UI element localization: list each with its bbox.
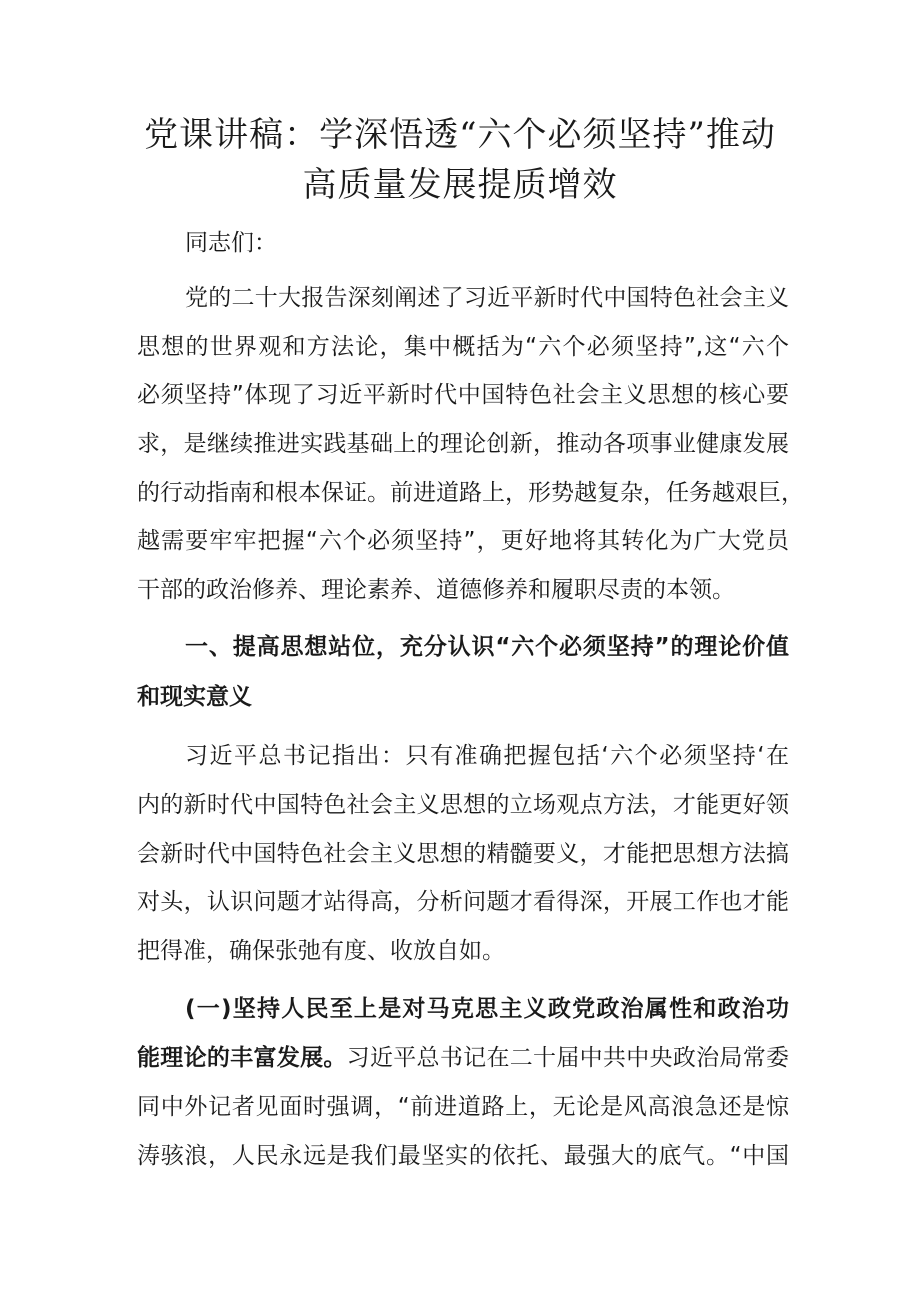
paragraph-2-line: 内的新时代中国特色社会主义思想的立场观点方法，才能更好领: [137, 792, 789, 818]
paragraph-1-line: 求，是继续推进实践基础上的理论创新，推动各项事业健康发展: [137, 431, 789, 457]
paragraph-3-text: 习近平总书记在二十届中共中央政治局常委: [346, 1045, 790, 1071]
greeting: 同志们：: [185, 230, 277, 256]
paragraph-3-line: 涛骇浪，人民永远是我们最坚实的依托、最强大的底气。“中国: [137, 1143, 789, 1169]
document-title-line-1: 党课讲稿：学深悟透“六个必须坚持”推动: [144, 115, 776, 155]
paragraph-3-line: 同中外记者见面时强调，“前进道路上，无论是风高浪急还是惊: [137, 1094, 789, 1120]
paragraph-2-line: 习近平总书记指出：只有准确把握包括‘六个必须坚持‘在: [185, 743, 789, 769]
paragraph-2-line: 对头，认识问题才站得高，分析问题才看得深，开展工作也才能: [137, 889, 789, 915]
subsection-heading-line: (一)坚持人民至上是对马克思主义政党政治属性和政治功: [185, 996, 789, 1022]
section-heading-line: 和现实意义: [137, 684, 252, 710]
paragraph-1-line: 思想的世界观和方法论，集中概括为“六个必须坚持”,这“六个: [137, 334, 789, 360]
paragraph-1-line: 干部的政治修养、理论素养、道德修养和履职尽责的本领。: [137, 577, 735, 603]
paragraph-1-line: 越需要牢牢把握“六个必须坚持”，更好地将其转化为广大党员: [137, 528, 789, 554]
paragraph-3-line-2: [137, 1047, 789, 1070]
document-title-line-2: 高质量发展提质增效: [302, 165, 618, 205]
subsection-heading-tail: 能理论的丰富发展。: [137, 1045, 347, 1071]
paragraph-1-line: 的行动指南和根本保证。前进道路上，形势越复杂，任务越艰巨，: [137, 480, 804, 506]
section-heading-line: 一、提高思想站位，充分认识“六个必须坚持”的理论价值: [185, 634, 789, 660]
paragraph-1-line: 党的二十大报告深刻阐述了习近平新时代中国特色社会主义: [185, 285, 789, 311]
paragraph-2-line: 把得准，确保张弛有度、收放自如。: [137, 938, 505, 964]
paragraph-2-line: 会新时代中国特色社会主义思想的精髓要义，才能把思想方法搞: [137, 841, 789, 867]
paragraph-1-line: 必须坚持”体现了习近平新时代中国特色社会主义思想的核心要: [137, 382, 789, 408]
